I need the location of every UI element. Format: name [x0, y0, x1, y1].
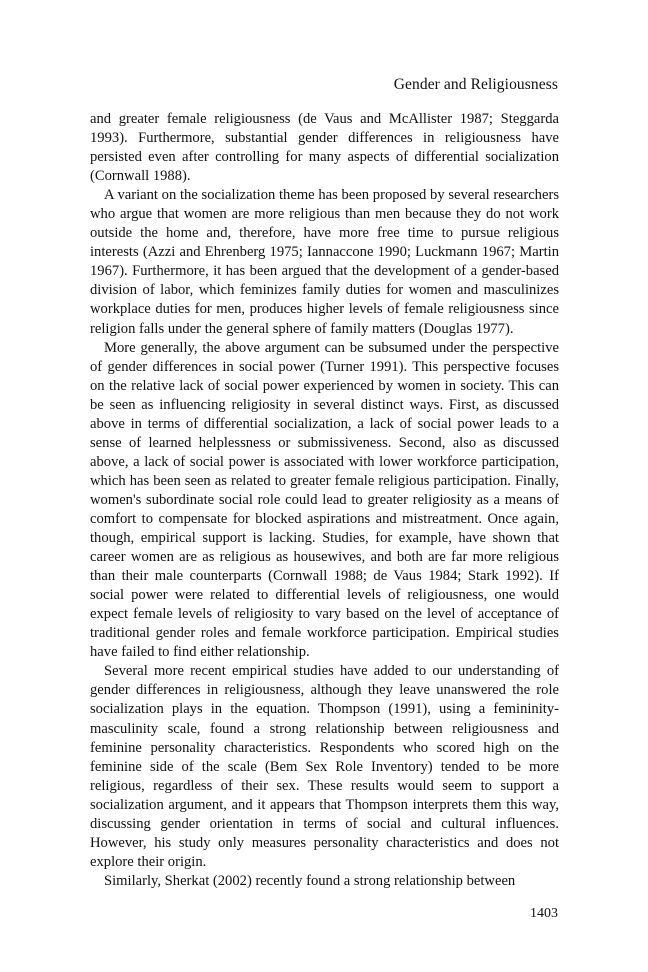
- running-header: Gender and Religiousness: [393, 76, 558, 93]
- paragraph-social-power: More generally, the above argument can be subsumed under the perspective of gender differences in social power (Turner 1991). This perspective focuses on the relative lack of social power experienced by women in society. This can be seen as influencing religiosity in several distinct ways. First, as discussed above in terms of differential socialization, a lack of social power leads to a sense of learned helplessness or submissiveness. Second, also as discussed above, a lack of social power is associated with lower workforce participation, which has been seen as related to greater female religious participation. Finally, women's subordinate social role could lead to greater religiosity as a means of comfort to compensate for blocked aspirations and mistreatment. Once again, though, empirical support is lacking. Studies, for example, have shown that career women are as religious as housewives, and both are far more religious than their male counterparts (Cornwall 1988; de Vaus 1984; Stark 1992). If social power were related to differential levels of religiousness, one would expect female levels of religiosity to vary based on the level of acceptance of traditional gender roles and female workforce participation. Empirical studies have failed to find either relationship.: [90, 339, 559, 661]
- body-text: [90, 110, 559, 891]
- page-number: 1403: [530, 906, 558, 921]
- paragraph-sherkat: Similarly, Sherkat (2002) recently found a strong relationship between: [104, 872, 516, 889]
- paragraph-empirical-studies: Several more recent empirical studies have added to our understanding of gender differences in religiousness, although they leave unanswered the role socialization plays in the equation. Thompson (1991), using a femininity-masculinity scale, found a strong relationship between religiousness and feminine personality characteristics. Respondents who scored high on the feminine side of the scale (Bem Sex Role Inventory) tended to be more religious, regardless of their sex. These results would seem to support a socialization argument, and it appears that Thompson interprets them this way, discussing gender orientation in terms of social and cultural influences. However, his study only measures personality characteristics and does not explore their origin.: [90, 663, 559, 870]
- paragraph-socialization-variant: A variant on the socialization theme has been proposed by several researchers who argue that women are more religious than men because they do not work outside the home and, therefore, have more free time to pursue religious interests (Azzi and Ehrenberg 1975; Iannaccone 1990; Luckmann 1967; Martin 1967). Furthermore, it has been argued that the development of a gender-based division of labor, which feminizes family duties for women and masculinizes workplace duties for men, produces higher levels of female religiousness since religion falls under the general sphere of family matters (Douglas 1977).: [90, 187, 559, 337]
- paragraph-continued: and greater female religiousness (de Vaus and McAllister 1987; Steggarda 1993). Furthermore, substantial gender differences in religiousness have persisted even after controlling for many aspects of differential socialization (Cornwall 1988).: [90, 111, 559, 185]
